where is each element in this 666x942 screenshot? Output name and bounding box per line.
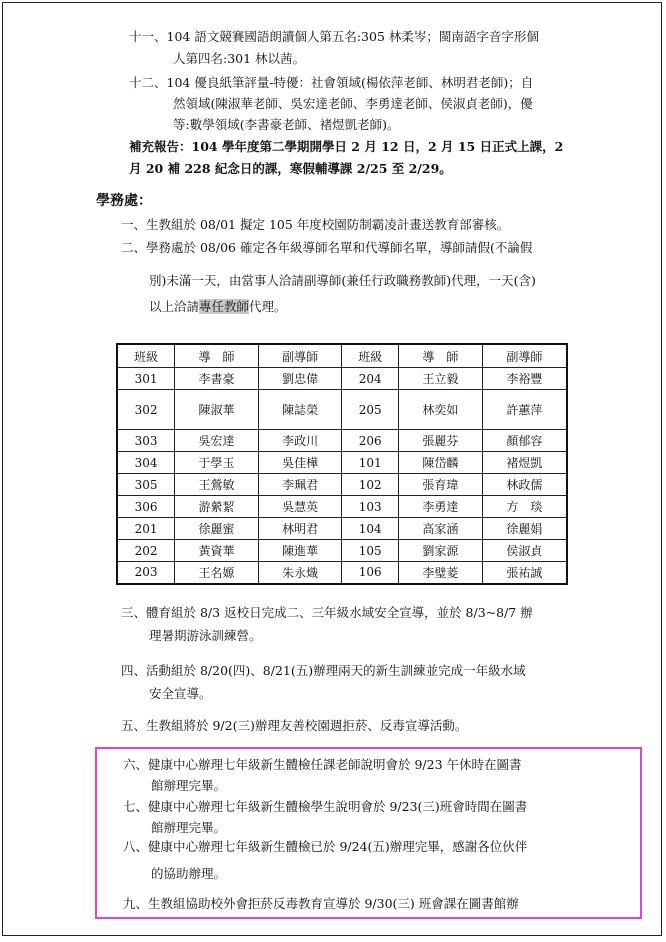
- document-page: [2, 2, 662, 936]
- line3-prefix: 以上洽請: [149, 299, 200, 314]
- cell-class-2: 103: [342, 496, 399, 518]
- cell-class-2: 102: [342, 474, 399, 496]
- cell-teacher: 王鶯敏: [175, 474, 259, 496]
- cell-deputy-2: 顏郁容: [482, 430, 567, 452]
- student-affairs-item-8-line1: 八、健康中心辦理七年級新生體檢已於 9/24(五)辦理完畢，感謝各位伙伴: [123, 839, 528, 854]
- cell-class-2: 104: [342, 518, 399, 540]
- cell-deputy: 李珮君: [258, 474, 342, 496]
- student-affairs-item-3-line1: 三、體育組於 8/3 返校日完成二、三年級水域安全宣導，並於 8/3~8/7 辦: [121, 605, 533, 620]
- award-item-11-line1: 十一、104 語文競賽國語朗讀個人第五名:305 林柔岑；閩南語字音字形個: [129, 29, 539, 44]
- supplement-line2: 月 20 補 228 紀念日的課，寒假輔導課 2/25 至 2/29。: [129, 161, 452, 176]
- award-item-12-line2: 然領域(陳淑華老師、吳宏達老師、李勇達老師、侯淑貞老師)，優: [173, 96, 533, 111]
- student-affairs-item-6-line2: 館辦理完畢。: [151, 778, 227, 793]
- cell-teacher-2: 陳岱麟: [399, 452, 483, 474]
- cell-class: 302: [117, 390, 175, 430]
- student-affairs-item-2-line2: 別)未滿一天，由當事人洽請副導師(兼任行政職務教師)代理，一天(含): [149, 273, 536, 288]
- table-row: [117, 496, 567, 518]
- table-row: [117, 452, 567, 474]
- student-affairs-item-4-line1: 四、活動組於 8/20(四)、8/21(五)辦理兩天的新生訓練並完成一年級水域: [121, 663, 526, 678]
- table-row: [117, 474, 567, 496]
- cell-class: 202: [117, 540, 175, 562]
- cell-class: 301: [117, 368, 175, 390]
- table-row: [117, 518, 567, 540]
- cell-deputy-2: 徐麗娟: [482, 518, 567, 540]
- student-affairs-item-7-line1: 七、健康中心辦理七年級新生體檢學生說明會於 9/23(三)班會時間在圖書: [123, 799, 528, 814]
- table-row: [117, 368, 567, 390]
- cell-teacher-2: 李勇達: [399, 496, 483, 518]
- cell-teacher: 王名嫄: [175, 562, 259, 584]
- cell-teacher: 游縈絜: [175, 496, 259, 518]
- cell-deputy-2: 褚煜凱: [482, 452, 567, 474]
- student-affairs-item-1: 一、生教組於 08/01 擬定 105 年度校園防制霸凌計畫送教育部審核。: [121, 217, 510, 232]
- cell-teacher-2: 王立毅: [399, 368, 483, 390]
- cell-teacher-2: 李璧菱: [399, 562, 483, 584]
- header-class-2: 班級: [342, 344, 399, 368]
- cell-deputy: 陳誌榮: [258, 390, 342, 430]
- cell-class-2: 206: [342, 430, 399, 452]
- supplement-line1: 補充報告：104 學年度第二學期開學日 2 月 12 日，2 月 15 日正式上課，2: [129, 139, 564, 154]
- cell-deputy-2: 方 琰: [482, 496, 567, 518]
- cell-deputy: 朱永熾: [258, 562, 342, 584]
- student-affairs-item-3-line2: 理暑期游泳訓練營。: [149, 628, 262, 643]
- cell-class: 201: [117, 518, 175, 540]
- cell-deputy: 陳進華: [258, 540, 342, 562]
- table-header-row: [117, 344, 567, 368]
- cell-teacher: 陳淑華: [175, 390, 259, 430]
- cell-teacher: 李書豪: [175, 368, 259, 390]
- cell-teacher-2: 高家涵: [399, 518, 483, 540]
- cell-class-2: 105: [342, 540, 399, 562]
- cell-deputy-2: 李裕豐: [482, 368, 567, 390]
- table-row: [117, 390, 567, 430]
- cell-deputy-2: 侯淑貞: [482, 540, 567, 562]
- cell-class-2: 205: [342, 390, 399, 430]
- header-teacher: 導 師: [175, 344, 259, 368]
- cell-teacher-2: 張麗芬: [399, 430, 483, 452]
- cell-deputy: 吳慧英: [258, 496, 342, 518]
- header-class: 班級: [117, 344, 175, 368]
- award-item-12-line3: 等:數學領域(李書豪老師、褚煜凱老師)。: [173, 117, 400, 132]
- student-affairs-item-8-line2: 的協助辦理。: [151, 866, 227, 881]
- header-deputy: 副導師: [258, 344, 342, 368]
- cell-class: 305: [117, 474, 175, 496]
- student-affairs-item-2-line1: 二、學務處於 08/06 確定各年級導師名單和代導師名單，導師請假(不論假: [121, 240, 533, 255]
- table-row: [117, 562, 567, 584]
- cell-class-2: 101: [342, 452, 399, 474]
- line3-suffix: 代理。: [249, 299, 287, 314]
- student-affairs-item-5: 五、生教組將於 9/2(三)辦理友善校園週拒菸、反毒宣導活動。: [121, 718, 468, 733]
- section-title-student-affairs: 學務處：: [96, 193, 152, 209]
- cell-deputy: 吳佳樺: [258, 452, 342, 474]
- cell-deputy-2: 林政儒: [482, 474, 567, 496]
- student-affairs-item-2-line3: [149, 299, 287, 315]
- cell-deputy: 劉忠偉: [258, 368, 342, 390]
- cell-deputy: 林明君: [258, 518, 342, 540]
- cell-class-2: 106: [342, 562, 399, 584]
- cell-class-2: 204: [342, 368, 399, 390]
- cell-teacher: 黃資華: [175, 540, 259, 562]
- cell-deputy: 李政川: [258, 430, 342, 452]
- cell-deputy-2: 張祐誠: [482, 562, 567, 584]
- table-row: [117, 540, 567, 562]
- cell-deputy-2: 許蕙萍: [482, 390, 567, 430]
- cell-class: 304: [117, 452, 175, 474]
- homeroom-teacher-table: [116, 343, 568, 585]
- cell-class: 306: [117, 496, 175, 518]
- highlighted-text: 專任教師: [199, 299, 250, 314]
- student-affairs-item-9: 九、生教組協助校外會拒菸反毒教育宣導於 9/30(三) 班會課在圖書館辦: [123, 896, 519, 911]
- student-affairs-item-7-line2: 館辦理完畢。: [151, 820, 227, 835]
- cell-teacher-2: 林奕如: [399, 390, 483, 430]
- cell-teacher: 徐麗蜜: [175, 518, 259, 540]
- cell-teacher-2: 劉家源: [399, 540, 483, 562]
- student-affairs-item-4-line2: 安全宣導。: [149, 686, 212, 701]
- award-item-11-line2: 人第四名:301 林以茜。: [173, 51, 306, 66]
- cell-class: 303: [117, 430, 175, 452]
- header-teacher-2: 導 師: [399, 344, 483, 368]
- cell-teacher: 吳宏達: [175, 430, 259, 452]
- header-deputy-2: 副導師: [482, 344, 567, 368]
- cell-class: 203: [117, 562, 175, 584]
- cell-teacher: 于學玉: [175, 452, 259, 474]
- cell-teacher-2: 張育瑋: [399, 474, 483, 496]
- award-item-12-line1: 十二、104 優良紙筆評量-特優：社會領域(楊依萍老師、林明君老師)；自: [129, 75, 534, 90]
- student-affairs-item-6-line1: 六、健康中心辦理七年級新生體檢任課老師說明會於 9/23 午休時在圖書: [123, 757, 522, 772]
- table-row: [117, 430, 567, 452]
